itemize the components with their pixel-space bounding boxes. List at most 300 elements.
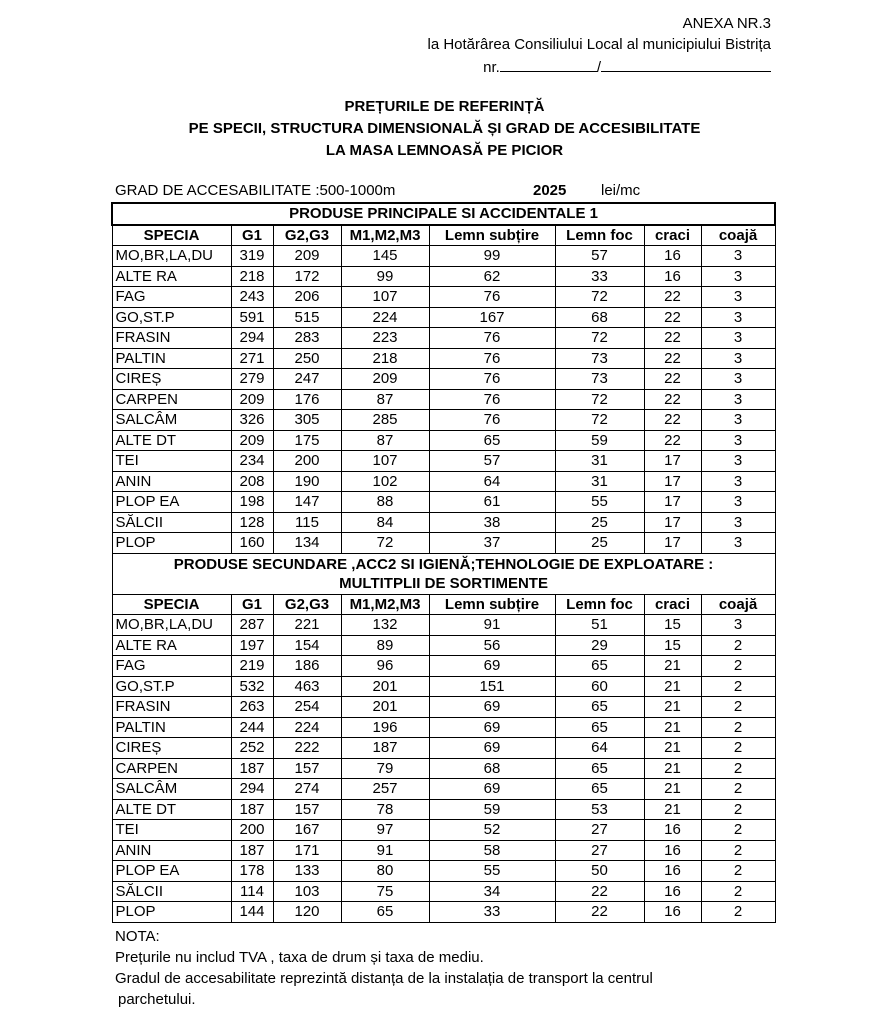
price-cell: 73 xyxy=(555,369,644,390)
section-2-title-line-2: MULTITPLII DE SORTIMENTE xyxy=(339,574,548,592)
table-row xyxy=(112,656,775,677)
price-cell: 21 xyxy=(644,779,701,800)
column-header: Lemn foc xyxy=(555,594,644,615)
price-cell: 247 xyxy=(273,369,341,390)
price-cell: 305 xyxy=(273,410,341,431)
price-cell: 171 xyxy=(273,840,341,861)
price-table-body xyxy=(112,203,775,922)
column-header: G2,G3 xyxy=(273,225,341,246)
price-cell: 21 xyxy=(644,738,701,759)
table-row xyxy=(112,758,775,779)
price-cell: 3 xyxy=(701,287,775,308)
table-row xyxy=(112,881,775,902)
species-cell: GO,ST.P xyxy=(112,676,231,697)
price-cell: 22 xyxy=(644,287,701,308)
price-cell: 283 xyxy=(273,328,341,349)
price-cell: 65 xyxy=(429,430,555,451)
species-cell: SĂLCII xyxy=(112,881,231,902)
price-cell: 16 xyxy=(644,820,701,841)
column-header-row xyxy=(112,594,775,615)
price-cell: 3 xyxy=(701,369,775,390)
table-row xyxy=(112,369,775,390)
price-cell: 21 xyxy=(644,676,701,697)
price-cell: 65 xyxy=(341,902,429,923)
price-cell: 167 xyxy=(273,820,341,841)
species-cell: SALCÂM xyxy=(112,410,231,431)
price-cell: 88 xyxy=(341,492,429,513)
price-cell: 21 xyxy=(644,758,701,779)
price-cell: 285 xyxy=(341,410,429,431)
price-cell: 254 xyxy=(273,697,341,718)
price-cell: 157 xyxy=(273,799,341,820)
price-cell: 72 xyxy=(555,389,644,410)
price-cell: 244 xyxy=(231,717,273,738)
price-cell: 31 xyxy=(555,471,644,492)
price-cell: 160 xyxy=(231,533,273,554)
price-cell: 65 xyxy=(555,758,644,779)
price-cell: 197 xyxy=(231,635,273,656)
price-cell: 57 xyxy=(555,246,644,267)
price-cell: 80 xyxy=(341,861,429,882)
price-cell: 178 xyxy=(231,861,273,882)
species-cell: TEI xyxy=(112,820,231,841)
column-header: M1,M2,M3 xyxy=(341,594,429,615)
species-cell: ALTE DT xyxy=(112,430,231,451)
price-cell: 218 xyxy=(341,348,429,369)
price-cell: 34 xyxy=(429,881,555,902)
price-cell: 16 xyxy=(644,861,701,882)
price-cell: 33 xyxy=(555,266,644,287)
species-cell: PLOP xyxy=(112,902,231,923)
table-row xyxy=(112,451,775,472)
price-cell: 52 xyxy=(429,820,555,841)
price-cell: 222 xyxy=(273,738,341,759)
price-cell: 128 xyxy=(231,512,273,533)
table-row xyxy=(112,799,775,820)
price-cell: 294 xyxy=(231,779,273,800)
price-cell: 96 xyxy=(341,656,429,677)
table-row xyxy=(112,840,775,861)
price-cell: 21 xyxy=(644,799,701,820)
table-row xyxy=(112,533,775,554)
table-row xyxy=(112,615,775,636)
nr-separator: / xyxy=(596,59,601,76)
column-header: Lemn subțire xyxy=(429,594,555,615)
price-cell: 17 xyxy=(644,512,701,533)
price-cell: 172 xyxy=(273,266,341,287)
price-cell: 84 xyxy=(341,512,429,533)
species-cell: FAG xyxy=(112,287,231,308)
price-cell: 17 xyxy=(644,492,701,513)
price-cell: 201 xyxy=(341,676,429,697)
price-cell: 151 xyxy=(429,676,555,697)
table-row xyxy=(112,902,775,923)
price-cell: 15 xyxy=(644,615,701,636)
annex-number: ANEXA NR.3 xyxy=(682,15,771,32)
price-cell: 15 xyxy=(644,635,701,656)
price-cell: 145 xyxy=(341,246,429,267)
price-cell: 200 xyxy=(273,451,341,472)
price-cell: 218 xyxy=(231,266,273,287)
column-header: G2,G3 xyxy=(273,594,341,615)
price-cell: 51 xyxy=(555,615,644,636)
price-cell: 59 xyxy=(555,430,644,451)
number-blank xyxy=(500,57,597,72)
price-cell: 57 xyxy=(429,451,555,472)
price-cell: 72 xyxy=(555,328,644,349)
table-row xyxy=(112,697,775,718)
price-cell: 22 xyxy=(644,410,701,431)
price-cell: 252 xyxy=(231,738,273,759)
price-cell: 25 xyxy=(555,533,644,554)
price-cell: 2 xyxy=(701,799,775,820)
price-cell: 99 xyxy=(429,246,555,267)
species-cell: MO,BR,LA,DU xyxy=(112,615,231,636)
section-2-title xyxy=(112,553,775,594)
price-cell: 187 xyxy=(231,758,273,779)
column-header: G1 xyxy=(231,594,273,615)
column-header: SPECIA xyxy=(112,225,231,246)
column-header: Lemn foc xyxy=(555,225,644,246)
date-blank xyxy=(601,57,771,72)
price-cell: 3 xyxy=(701,533,775,554)
price-cell: 72 xyxy=(341,533,429,554)
price-cell: 250 xyxy=(273,348,341,369)
price-cell: 3 xyxy=(701,266,775,287)
price-cell: 209 xyxy=(231,389,273,410)
price-cell: 62 xyxy=(429,266,555,287)
price-cell: 114 xyxy=(231,881,273,902)
species-cell: ALTE DT xyxy=(112,799,231,820)
notes-heading: NOTA: xyxy=(115,928,160,945)
price-cell: 22 xyxy=(644,328,701,349)
price-cell: 69 xyxy=(429,738,555,759)
price-cell: 187 xyxy=(231,799,273,820)
column-header: M1,M2,M3 xyxy=(341,225,429,246)
column-header-row xyxy=(112,225,775,246)
table-row xyxy=(112,676,775,697)
price-cell: 209 xyxy=(273,246,341,267)
price-cell: 16 xyxy=(644,902,701,923)
table-row xyxy=(112,307,775,328)
table-row xyxy=(112,512,775,533)
price-cell: 201 xyxy=(341,697,429,718)
species-cell: TEI xyxy=(112,451,231,472)
price-cell: 25 xyxy=(555,512,644,533)
species-cell: PALTIN xyxy=(112,717,231,738)
column-header: craci xyxy=(644,594,701,615)
price-cell: 120 xyxy=(273,902,341,923)
table-row xyxy=(112,471,775,492)
price-cell: 294 xyxy=(231,328,273,349)
price-cell: 17 xyxy=(644,533,701,554)
price-cell: 133 xyxy=(273,861,341,882)
price-cell: 144 xyxy=(231,902,273,923)
price-cell: 16 xyxy=(644,840,701,861)
price-cell: 33 xyxy=(429,902,555,923)
price-cell: 206 xyxy=(273,287,341,308)
price-cell: 2 xyxy=(701,758,775,779)
species-cell: SALCÂM xyxy=(112,779,231,800)
price-cell: 2 xyxy=(701,697,775,718)
price-cell: 91 xyxy=(429,615,555,636)
price-cell: 243 xyxy=(231,287,273,308)
price-cell: 279 xyxy=(231,369,273,390)
price-cell: 76 xyxy=(429,389,555,410)
price-cell: 68 xyxy=(429,758,555,779)
price-cell: 3 xyxy=(701,328,775,349)
species-cell: CIREȘ xyxy=(112,738,231,759)
price-cell: 3 xyxy=(701,451,775,472)
column-header: SPECIA xyxy=(112,594,231,615)
price-cell: 263 xyxy=(231,697,273,718)
price-cell: 22 xyxy=(555,902,644,923)
price-cell: 21 xyxy=(644,656,701,677)
price-cell: 209 xyxy=(341,369,429,390)
price-cell: 154 xyxy=(273,635,341,656)
table-row xyxy=(112,779,775,800)
table-row xyxy=(112,328,775,349)
table-row xyxy=(112,492,775,513)
price-cell: 132 xyxy=(341,615,429,636)
price-cell: 55 xyxy=(429,861,555,882)
price-cell: 2 xyxy=(701,902,775,923)
price-cell: 2 xyxy=(701,881,775,902)
price-cell: 591 xyxy=(231,307,273,328)
price-cell: 271 xyxy=(231,348,273,369)
price-cell: 22 xyxy=(555,881,644,902)
species-cell: MO,BR,LA,DU xyxy=(112,246,231,267)
price-cell: 22 xyxy=(644,307,701,328)
price-cell: 198 xyxy=(231,492,273,513)
price-cell: 78 xyxy=(341,799,429,820)
price-cell: 16 xyxy=(644,881,701,902)
table-row xyxy=(112,266,775,287)
price-cell: 2 xyxy=(701,738,775,759)
price-cell: 60 xyxy=(555,676,644,697)
table-row xyxy=(112,348,775,369)
species-cell: GO,ST.P xyxy=(112,307,231,328)
price-cell: 73 xyxy=(555,348,644,369)
nr-label: nr. xyxy=(483,59,500,76)
price-cell: 167 xyxy=(429,307,555,328)
species-cell: CIREȘ xyxy=(112,369,231,390)
price-cell: 3 xyxy=(701,348,775,369)
price-cell: 89 xyxy=(341,635,429,656)
species-cell: PLOP xyxy=(112,533,231,554)
document-title-line-3: LA MASA LEMNOASĂ PE PICIOR xyxy=(325,142,564,159)
table-row xyxy=(112,389,775,410)
price-cell: 2 xyxy=(701,840,775,861)
price-cell: 76 xyxy=(429,328,555,349)
price-cell: 2 xyxy=(701,635,775,656)
species-cell: CARPEN xyxy=(112,758,231,779)
price-cell: 147 xyxy=(273,492,341,513)
price-cell: 190 xyxy=(273,471,341,492)
table-row xyxy=(112,635,775,656)
price-cell: 3 xyxy=(701,492,775,513)
species-cell: SĂLCII xyxy=(112,512,231,533)
table-row xyxy=(112,717,775,738)
price-cell: 2 xyxy=(701,717,775,738)
price-cell: 37 xyxy=(429,533,555,554)
price-cell: 76 xyxy=(429,287,555,308)
species-cell: PALTIN xyxy=(112,348,231,369)
price-cell: 2 xyxy=(701,779,775,800)
accessibility-grade: GRAD DE ACCESABILITATE :500-1000m xyxy=(115,182,396,199)
price-cell: 200 xyxy=(231,820,273,841)
price-cell: 22 xyxy=(644,430,701,451)
price-cell: 221 xyxy=(273,615,341,636)
note-vat: Prețurile nu includ TVA , taxa de drum și taxa de mediu. xyxy=(115,949,484,966)
price-cell: 29 xyxy=(555,635,644,656)
price-cell: 59 xyxy=(429,799,555,820)
price-cell: 532 xyxy=(231,676,273,697)
price-cell: 515 xyxy=(273,307,341,328)
section-2-title-line-1: PRODUSE SECUNDARE ,ACC2 SI IGIENĂ;TEHNOLOGIE DE EXPLOATARE : xyxy=(173,555,714,573)
column-header: G1 xyxy=(231,225,273,246)
species-cell: FAG xyxy=(112,656,231,677)
species-cell: ALTE RA xyxy=(112,266,231,287)
section-1-title: PRODUSE PRINCIPALE SI ACCIDENTALE 1 xyxy=(112,203,775,225)
decision-number-line xyxy=(483,57,771,78)
price-cell: 2 xyxy=(701,861,775,882)
price-cell: 87 xyxy=(341,389,429,410)
price-cell: 134 xyxy=(273,533,341,554)
price-cell: 22 xyxy=(644,389,701,410)
table-row xyxy=(112,861,775,882)
table-row xyxy=(112,410,775,431)
price-cell: 55 xyxy=(555,492,644,513)
price-cell: 69 xyxy=(429,697,555,718)
column-header: Lemn subțire xyxy=(429,225,555,246)
price-cell: 115 xyxy=(273,512,341,533)
note-accessibility-continued: parchetului. xyxy=(118,991,196,1008)
year: 2025 xyxy=(533,182,567,199)
price-cell: 175 xyxy=(273,430,341,451)
price-cell: 91 xyxy=(341,840,429,861)
price-cell: 56 xyxy=(429,635,555,656)
species-cell: ANIN xyxy=(112,840,231,861)
price-cell: 99 xyxy=(341,266,429,287)
price-cell: 2 xyxy=(701,820,775,841)
price-cell: 79 xyxy=(341,758,429,779)
price-cell: 17 xyxy=(644,451,701,472)
price-unit: lei/mc xyxy=(601,182,641,199)
price-table xyxy=(111,202,776,923)
price-cell: 274 xyxy=(273,779,341,800)
price-cell: 31 xyxy=(555,451,644,472)
price-cell: 224 xyxy=(341,307,429,328)
column-header: coajă xyxy=(701,225,775,246)
price-cell: 3 xyxy=(701,246,775,267)
price-cell: 17 xyxy=(644,471,701,492)
price-cell: 68 xyxy=(555,307,644,328)
species-cell: FRASIN xyxy=(112,697,231,718)
price-cell: 326 xyxy=(231,410,273,431)
species-cell: ALTE RA xyxy=(112,635,231,656)
column-header: craci xyxy=(644,225,701,246)
price-cell: 3 xyxy=(701,615,775,636)
price-cell: 2 xyxy=(701,676,775,697)
section-1-title-row xyxy=(112,203,775,225)
price-cell: 65 xyxy=(555,779,644,800)
price-cell: 3 xyxy=(701,410,775,431)
price-cell: 319 xyxy=(231,246,273,267)
price-cell: 97 xyxy=(341,820,429,841)
price-cell: 53 xyxy=(555,799,644,820)
price-cell: 224 xyxy=(273,717,341,738)
price-cell: 27 xyxy=(555,820,644,841)
price-cell: 107 xyxy=(341,287,429,308)
price-cell: 27 xyxy=(555,840,644,861)
price-cell: 76 xyxy=(429,410,555,431)
price-cell: 38 xyxy=(429,512,555,533)
price-cell: 208 xyxy=(231,471,273,492)
price-cell: 61 xyxy=(429,492,555,513)
species-cell: CARPEN xyxy=(112,389,231,410)
price-cell: 287 xyxy=(231,615,273,636)
price-cell: 219 xyxy=(231,656,273,677)
price-cell: 76 xyxy=(429,348,555,369)
price-cell: 65 xyxy=(555,656,644,677)
species-cell: PLOP EA xyxy=(112,861,231,882)
column-header: coajă xyxy=(701,594,775,615)
price-cell: 187 xyxy=(231,840,273,861)
price-cell: 3 xyxy=(701,512,775,533)
document-title-line-2: PE SPECII, STRUCTURA DIMENSIONALĂ ȘI GRAD DE ACCESIBILITATE xyxy=(188,120,701,137)
document-title-line-1: PREȚURILE DE REFERINȚĂ xyxy=(344,98,545,115)
price-cell: 21 xyxy=(644,697,701,718)
species-cell: ANIN xyxy=(112,471,231,492)
table-row xyxy=(112,246,775,267)
price-cell: 76 xyxy=(429,369,555,390)
price-cell: 187 xyxy=(341,738,429,759)
price-cell: 65 xyxy=(555,697,644,718)
price-cell: 16 xyxy=(644,266,701,287)
price-cell: 75 xyxy=(341,881,429,902)
table-row xyxy=(112,430,775,451)
price-cell: 103 xyxy=(273,881,341,902)
price-cell: 463 xyxy=(273,676,341,697)
price-cell: 64 xyxy=(555,738,644,759)
price-cell: 72 xyxy=(555,410,644,431)
price-cell: 69 xyxy=(429,656,555,677)
price-cell: 234 xyxy=(231,451,273,472)
note-accessibility: Gradul de accesabilitate reprezintă distanța de la instalația de transport la centrul xyxy=(115,970,653,987)
table-row xyxy=(112,738,775,759)
price-cell: 257 xyxy=(341,779,429,800)
price-cell: 16 xyxy=(644,246,701,267)
species-cell: PLOP EA xyxy=(112,492,231,513)
price-cell: 64 xyxy=(429,471,555,492)
price-cell: 72 xyxy=(555,287,644,308)
price-cell: 65 xyxy=(555,717,644,738)
price-cell: 22 xyxy=(644,369,701,390)
price-cell: 223 xyxy=(341,328,429,349)
price-cell: 21 xyxy=(644,717,701,738)
price-cell: 58 xyxy=(429,840,555,861)
price-cell: 102 xyxy=(341,471,429,492)
price-cell: 3 xyxy=(701,307,775,328)
price-cell: 186 xyxy=(273,656,341,677)
price-cell: 22 xyxy=(644,348,701,369)
price-cell: 3 xyxy=(701,430,775,451)
price-cell: 50 xyxy=(555,861,644,882)
price-cell: 2 xyxy=(701,656,775,677)
price-cell: 3 xyxy=(701,389,775,410)
price-cell: 69 xyxy=(429,717,555,738)
